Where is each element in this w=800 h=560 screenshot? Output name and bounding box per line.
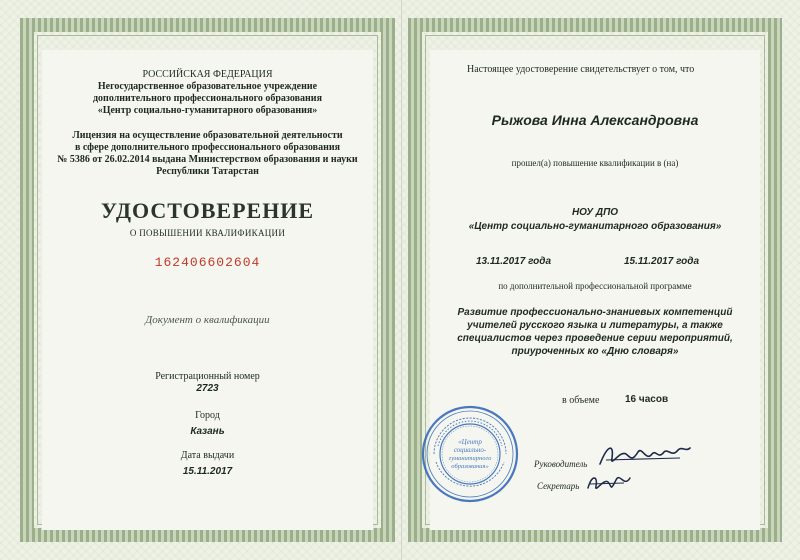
institution-full: «Центр социально-гуманитарного образования» (468, 221, 722, 232)
seal-line: «Центр (458, 438, 482, 446)
head-label: Руководитель (534, 459, 588, 469)
seal-line: образования» (451, 463, 489, 470)
document-subtitle: О ПОВЫШЕНИИ КВАЛИФИКАЦИИ (129, 228, 286, 238)
license-line: Лицензия на осуществление образовательной деятельности (72, 130, 343, 141)
document-title: УДОСТОВЕРЕНИЕ (100, 198, 315, 223)
head-signature (596, 440, 692, 472)
org-line: «Центр социально-гуманитарного образования» (97, 105, 318, 116)
license-info (42, 130, 373, 178)
country-name: РОССИЙСКАЯ ФЕДЕРАЦИЯ (142, 69, 273, 80)
program-line: приуроченных ко «Дню словаря» (511, 346, 679, 357)
volume-label: в объеме (562, 395, 600, 406)
seal-line: социально- (453, 446, 487, 454)
program-label: по дополнительной профессиональной программе (498, 281, 692, 291)
registration-label: Регистрационный номер (155, 371, 260, 382)
program-line: Развитие профессионально-знаниевых компетенций (457, 307, 733, 318)
city-value: Казань (190, 426, 225, 437)
license-line: Республики Татарстан (156, 166, 259, 177)
program-title (430, 306, 760, 358)
city-label: Город (195, 410, 220, 421)
license-line: в сфере дополнительного профессионального образования (74, 142, 341, 153)
intro-text: Настоящее удостоверение свидетельствует о том, что (467, 64, 695, 75)
qualification-document-label: Документ о квалификации (145, 314, 270, 326)
institution-short: НОУ ДПО (571, 207, 619, 218)
center-fold (401, 0, 403, 560)
organization-seal (420, 404, 520, 504)
secretary-signature (584, 470, 634, 498)
org-line: дополнительного профессионального образования (93, 93, 322, 104)
program-line: учителей русского языка и литературы, а также (467, 320, 723, 331)
training-end-date: 15.11.2017 года (624, 256, 700, 267)
certificate-number: 162406602604 (154, 255, 261, 270)
training-start-date: 13.11.2017 года (476, 256, 552, 267)
program-line: специалистов через проведение серии мероприятий, (457, 333, 733, 344)
organization-name (42, 81, 373, 117)
issue-date-label: Дата выдачи (180, 450, 235, 461)
registration-number: 2723 (196, 383, 219, 394)
passed-text: прошел(а) повышение квалификации в (на) (511, 158, 679, 168)
seal-line: гуманитарного (448, 455, 492, 462)
hours-value: 16 часов (625, 394, 669, 405)
org-line: Негосударственное образовательное учреждение (97, 81, 318, 92)
person-name: Рыжова Инна Александровна (491, 112, 699, 128)
secretary-label: Секретарь (537, 481, 580, 491)
issue-date-value: 15.11.2017 (182, 466, 233, 477)
license-line: № 5386 от 26.02.2014 выдана Министерством образования и науки (57, 154, 358, 165)
